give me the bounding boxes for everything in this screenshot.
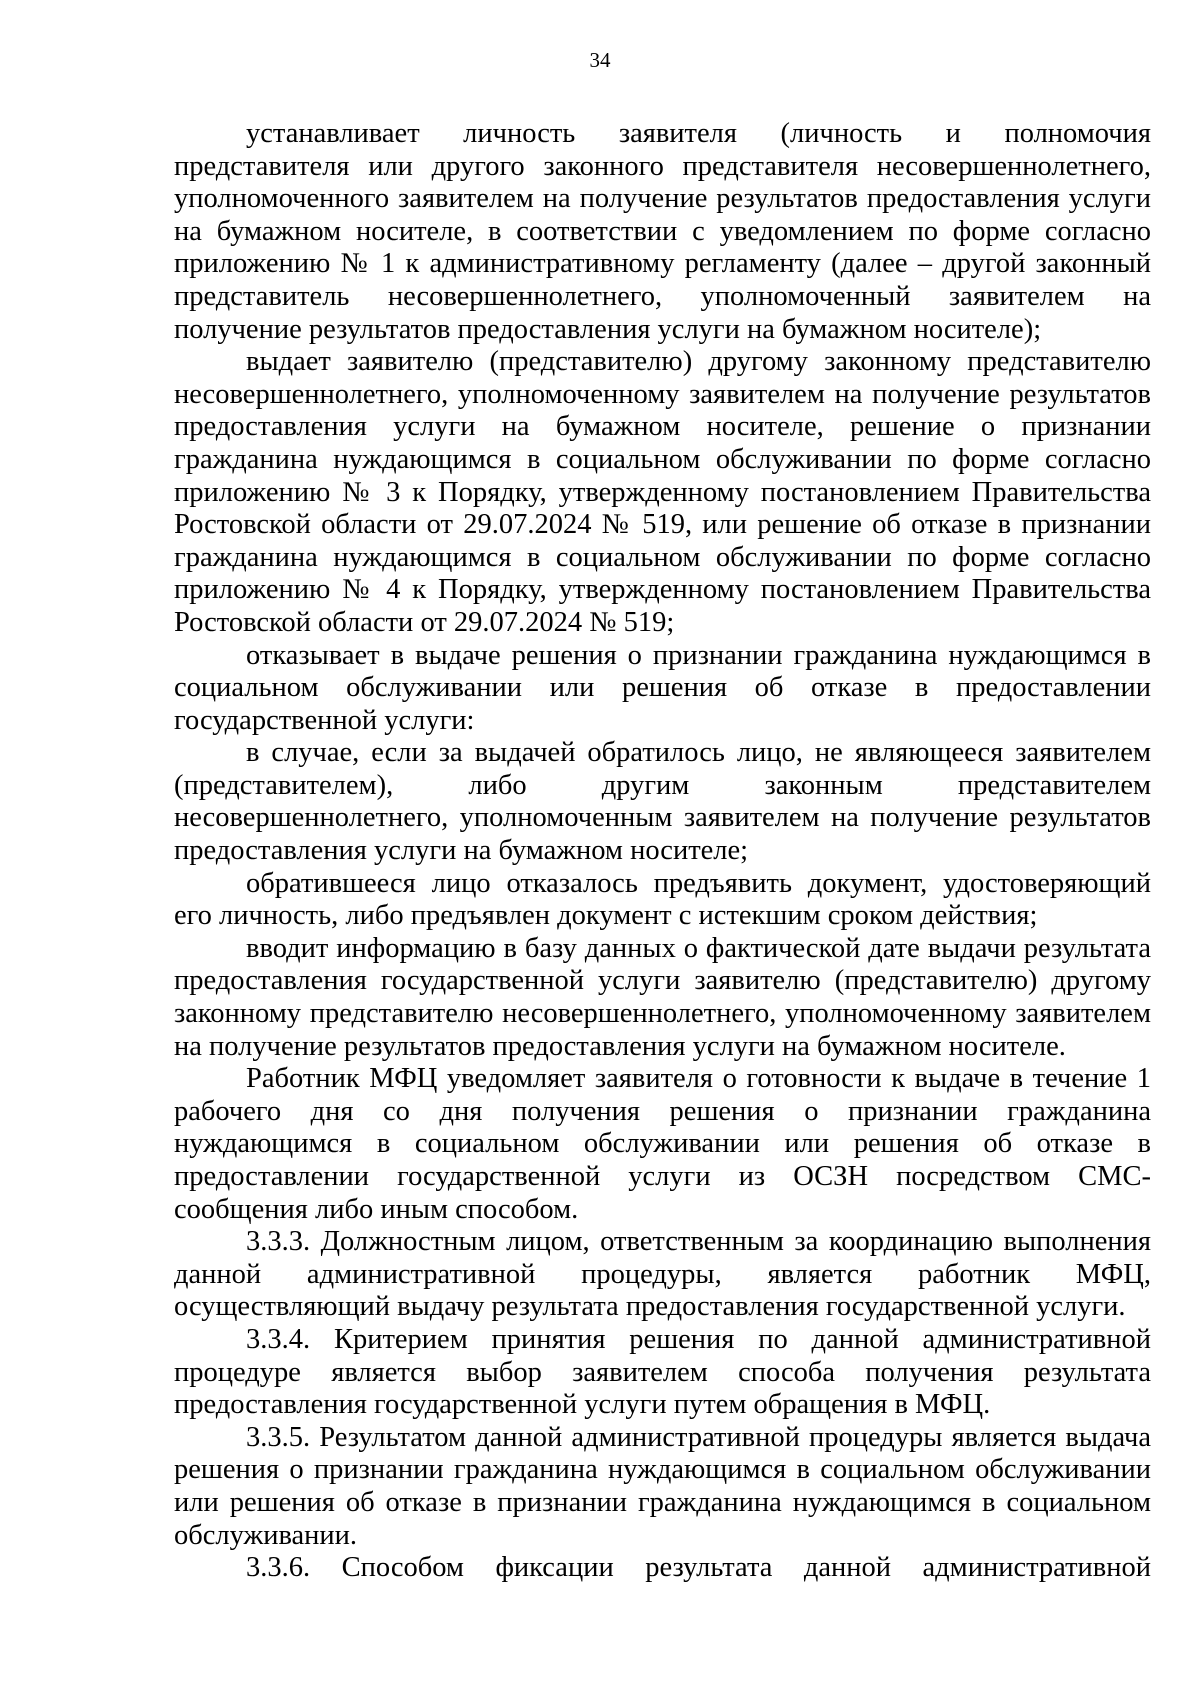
paragraph-refusal-case-2: обратившееся лицо отказалось предъявить документ, удостоверяющий его личность, либо предъявлен документ с истекшим сроком действия;: [174, 867, 1151, 932]
paragraph-3-3-3: 3.3.3. Должностным лицом, ответственным за координацию выполнения данной административной процедуры, является работник МФЦ, осуществляющий выдачу результата предоставления государственной услуги.: [174, 1226, 1151, 1323]
page-number: 34: [589, 48, 611, 72]
paragraph-3-3-4: 3.3.4. Критерием принятия решения по данной административной процедуре является выбор заявителем способа получения результата предоставления государственной услуги путем обращения в МФЦ.: [174, 1323, 1151, 1421]
paragraph-mfc-notification: Работник МФЦ уведомляет заявителя о готовности к выдаче в течение 1 рабочего дня со дня получения решения о признании гражданина нуждающимся в социальном обслуживании или решения об отказе в предоставлении государственной услуги из ОСЗН посредством СМС-сообщения либо иным способом.: [174, 1063, 1151, 1225]
paragraph-identify-applicant: устанавливает личность заявителя (личность и полномочия представителя или другого законного представителя несовершеннолетнего, уполномоченного заявителем на получение результатов предоставления услуги на бумажном носителе, в соответствии с уведомлением по форме согласно приложению № 1 к административному регламенту (далее – другой законный представитель несовершеннолетнего, уполномоченный заявителем на получение результатов предоставления услуги на бумажном носителе);: [174, 118, 1151, 345]
paragraph-3-3-6: 3.3.6. Способом фиксации результата данной административной: [246, 1552, 1151, 1584]
document-body: [174, 118, 1151, 1585]
paragraph-issue-decision: выдает заявителю (представителю) другому законному представителю несовершеннолетнего, уполномоченному заявителем на получение результатов предоставления услуги на бумажном носителе, решение о признании гражданина нуждающимся в социальном обслуживании по форме согласно приложению № 3 к Порядку, утвержденному постановлением Правительства Ростовской области от 29.07.2024 № 519, или решение об отказе в признании гражданина нуждающимся в социальном обслуживании по форме согласно приложению № 4 к Порядку, утвержденному постановлением Правительства Ростовской области от 29.07.2024 № 519;: [174, 346, 1151, 638]
paragraph-3-3-5: 3.3.5. Результатом данной административной процедуры является выдача решения о признании гражданина нуждающимся в социальном обслуживании или решения об отказе в признании гражданина нуждающимся в социальном обслуживании.: [174, 1421, 1151, 1551]
paragraph-enter-database: вводит информацию в базу данных о фактической дате выдачи результата предоставления государственной услуги заявителю (представителю) другому законному представителю несовершеннолетнего, уполномоченному заявителем на получение результатов предоставления услуги на бумажном носителе.: [174, 932, 1151, 1062]
paragraph-refuse-issue: отказывает в выдаче решения о признании гражданина нуждающимся в социальном обслуживании или решения об отказе в предоставлении государственной услуги:: [174, 639, 1151, 736]
paragraph-refusal-case-1: в случае, если за выдачей обратилось лицо, не являющееся заявителем (представителем), либо другим законным представителем несовершеннолетнего, уполномоченным заявителем на получение результатов предоставления услуги на бумажном носителе;: [174, 737, 1151, 867]
